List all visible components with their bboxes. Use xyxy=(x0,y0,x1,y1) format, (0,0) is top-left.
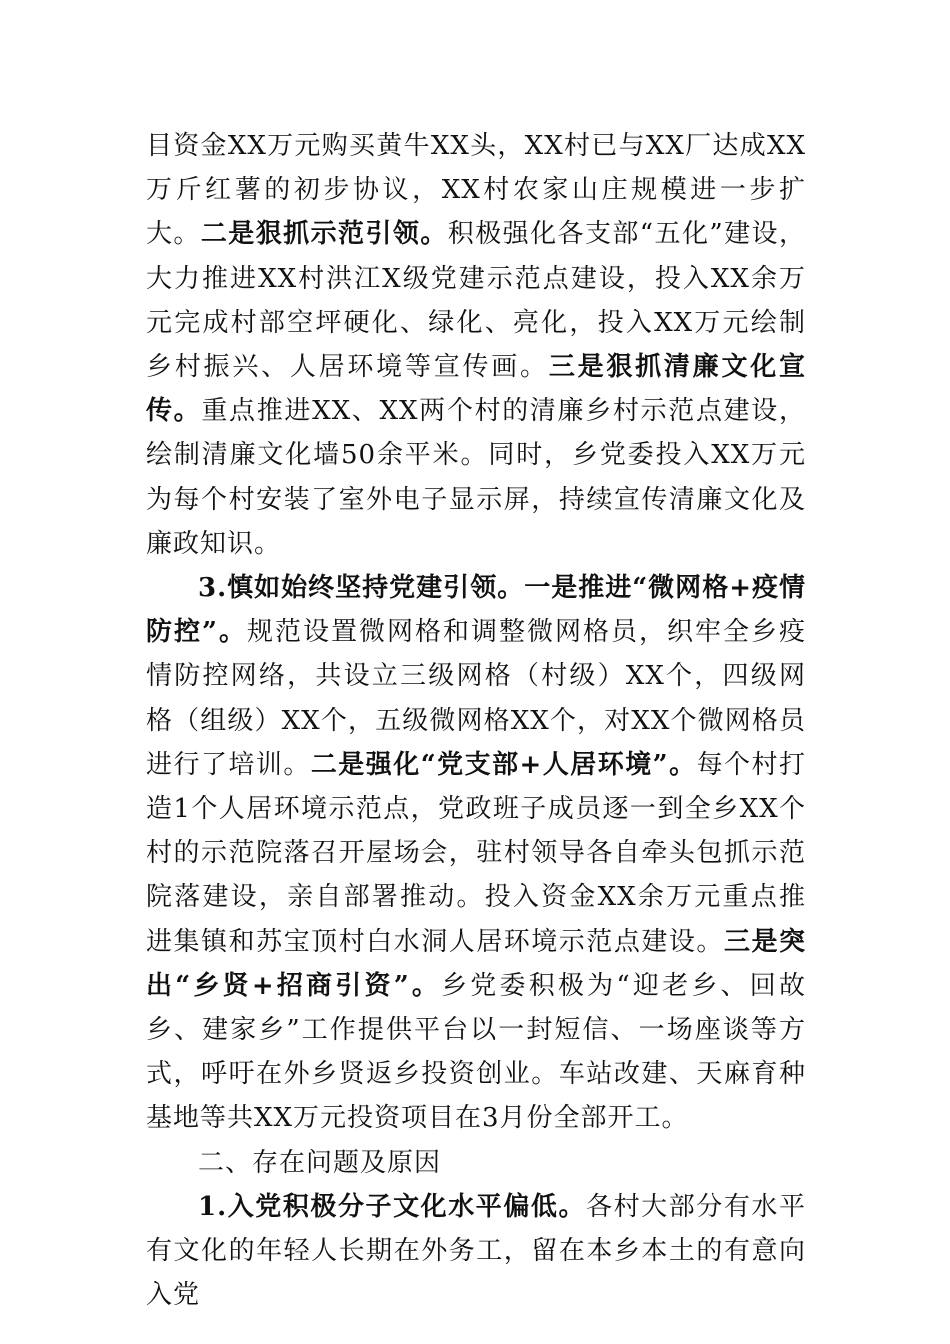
section-heading-run: 3.慎如始终坚持党建引领。一是推进“微网格+疫情防控”。 xyxy=(146,573,806,648)
paragraph-2 xyxy=(146,566,806,1141)
text-run: 目资金XX万元购买黄牛XX头，XX村已与XX厂达成XX万斤红薯的初步协议，XX村农家山庄规模进一步扩大。 xyxy=(146,131,806,250)
section-title-text: 二、存在问题及原因 xyxy=(198,1147,442,1178)
paragraph-3 xyxy=(146,1185,806,1318)
text-run: 积极强化各支部“五化”建设，大力推进XX村洪江X级党建示范点建设，投入XX余万元完成村部空坪硬化、绿化、亮化，投入XX万元绘制乡村振兴、人居环境等宣传画。 xyxy=(146,219,806,383)
bold-heading-run: 三是狠抓清廉文化宣传。 xyxy=(146,352,806,427)
text-run: 乡党委积极为“迎老乡、回故乡、建家乡”工作提供平台以一封短信、一场座谈等方式，呼吁在外乡贤返乡投资创业。车站改建、天麻育种基地等共XX万元投资项目在3月份全部开工。 xyxy=(146,970,806,1134)
text-run: 各村大部分有水平有文化的年轻人长期在外务工，留在本乡本土的有意向入党 xyxy=(146,1191,806,1311)
section-title xyxy=(146,1141,806,1185)
bold-heading-run: 二是狠抓示范引领。 xyxy=(200,219,448,250)
bold-heading-run: 三是突出“乡贤+招商引资”。 xyxy=(146,926,806,1001)
bold-heading-run: 二是强化“党支部+人居环境”。 xyxy=(310,749,697,780)
text-run: 规范设置微网格和调整微网格员，织牢全乡疫情防控网络，共设立三级网格（村级）XX个，四级网格（组级）XX个，五级微网格XX个，对XX个微网格员进行了培训。 xyxy=(146,617,806,780)
bold-heading-run: 1.入党积极分子文化水平偏低。 xyxy=(198,1191,587,1222)
text-run: 重点推进XX、XX两个村的清廉乡村示范点建设，绘制清廉文化墙50余平米。同时，乡党委投入XX万元为每个村安装了室外电子显示屏，持续宣传清廉文化及廉政知识。 xyxy=(146,396,806,559)
text-run: 每个村打造1个人居环境示范点，党政班子成员逐一到全乡XX个村的示范院落召开屋场会，驻村领导各自牵头包抓示范院落建设，亲自部署推动。投入资金XX余万元重点推进集镇和苏宝顶村白水洞人居环境示范点建设。 xyxy=(146,749,806,957)
document-body xyxy=(146,124,806,1317)
paragraph-1 xyxy=(146,124,806,566)
